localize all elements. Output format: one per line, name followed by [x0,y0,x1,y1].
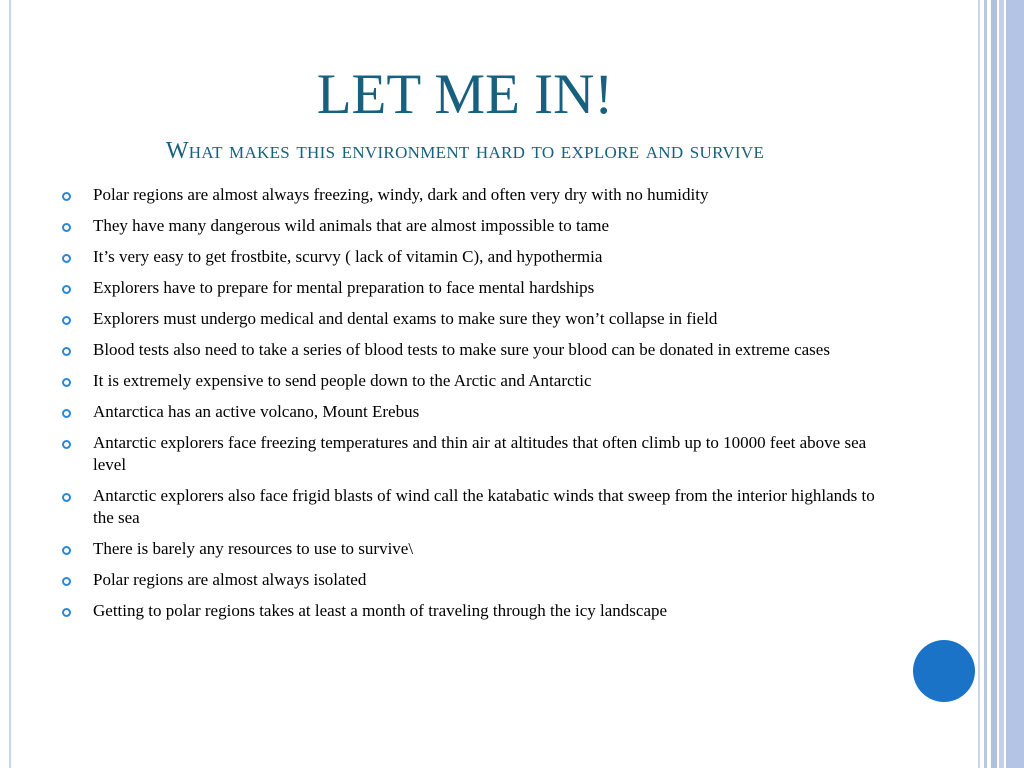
bullet-text: Antarctica has an active volcano, Mount Erebus [93,402,420,421]
stripe [989,0,990,768]
bullet-item [60,277,890,299]
stripe [1006,0,1024,768]
slide-title: LET ME IN! [316,63,614,126]
bullet-item [60,184,890,206]
bullet-item [60,600,890,622]
bullet-item [60,339,890,361]
bullet-text: It is extremely expensive to send people down to the Arctic and Antarctic [93,371,592,390]
bullet-item [60,538,890,560]
bullet-item [60,569,890,591]
left-frame-line [9,0,11,768]
decorative-circle [913,640,975,702]
bullet-text: Blood tests also need to take a series of blood tests to make sure your blood can be donated in extreme cases [93,340,830,359]
slide-subtitle: What makes this environment hard to explore and survive [165,138,765,164]
bullet-item [60,215,890,237]
stripe [991,0,997,768]
bullet-ring-icon [62,409,71,418]
bullet-list [60,184,890,631]
bullet-ring-icon [62,378,71,387]
bullet-ring-icon [62,192,71,201]
bullet-ring-icon [62,608,71,617]
bullet-text: It’s very easy to get frostbite, scurvy ( lack of vitamin C), and hypothermia [93,247,603,266]
bullet-text: Explorers must undergo medical and dental exams to make sure they won’t collapse in field [93,309,718,328]
bullet-ring-icon [62,254,71,263]
bullet-ring-icon [62,316,71,325]
bullet-text: They have many dangerous wild animals that are almost impossible to tame [93,216,610,235]
stripe [999,0,1004,768]
bullet-text: Getting to polar regions takes at least a month of traveling through the icy landscape [93,601,668,620]
bullet-text: Polar regions are almost always freezing, windy, dark and often very dry with no humidity [93,185,709,204]
bullet-item [60,432,890,476]
bullet-text: There is barely any resources to use to survive\ [93,539,414,558]
bullet-item [60,308,890,330]
bullet-item [60,370,890,392]
bullet-text: Antarctic explorers face freezing temperatures and thin air at altitudes that often climb up to 10000 feet above sea level [93,433,867,474]
bullet-ring-icon [62,223,71,232]
bullet-ring-icon [62,285,71,294]
bullet-text: Polar regions are almost always isolated [93,570,367,589]
bullet-item [60,485,890,529]
bullet-ring-icon [62,546,71,555]
bullet-ring-icon [62,440,71,449]
bullet-item [60,401,890,423]
bullet-ring-icon [62,493,71,502]
bullet-item [60,246,890,268]
bullet-text: Antarctic explorers also face frigid blasts of wind call the katabatic winds that sweep from the interior highlands to the sea [93,486,875,527]
bullet-text: Explorers have to prepare for mental preparation to face mental hardships [93,278,595,297]
bullet-ring-icon [62,577,71,586]
bullet-ring-icon [62,347,71,356]
decorative-stripes [978,0,1024,768]
stripe [978,0,980,768]
stripe [984,0,987,768]
